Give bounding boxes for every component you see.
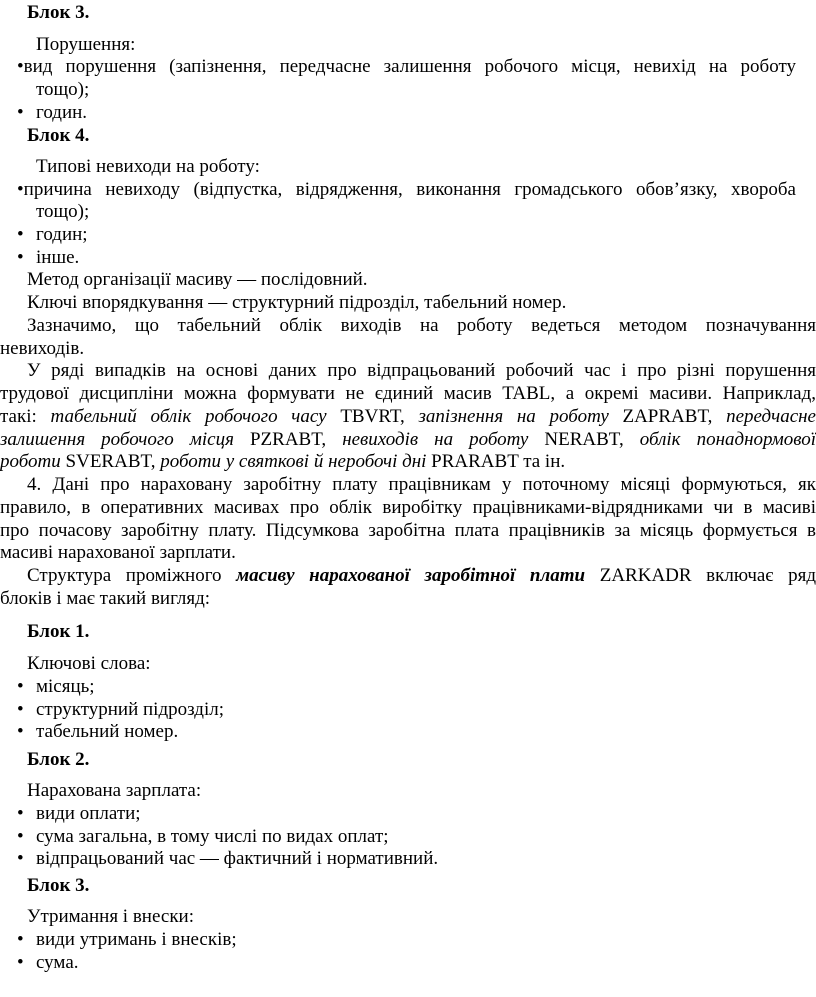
paragraph: У ряді випадків на основі даних про відпрацьований робочий час і про різні порушення [27,360,816,381]
bullet-icon: • [17,102,24,123]
paragraph: Утримання і внески: [27,906,194,927]
paragraph: Структура проміжного масиву нарахованої заробітної плати ZARKADR включає ряд [27,565,816,586]
bullet-item: • види утримань і внесків; [17,929,237,950]
paragraph: блоків і має такий вигляд: [0,588,211,609]
bullet-item: • сума. [17,952,79,973]
bullet-icon: • [17,826,24,847]
bullet-icon: • [17,224,24,245]
bullet-icon: • [17,952,24,973]
block-heading: Блок 4. [27,125,90,146]
block-heading: Блок 2. [27,749,90,770]
block-heading: Блок 3. [27,875,90,896]
bullet-icon: • [17,848,24,869]
paragraph: невиходів. [0,338,85,359]
bullet-continuation: тощо); [36,201,90,222]
bullet-item: • табельний номер. [17,721,179,742]
bullet-item: • види оплати; [17,803,141,824]
bullet-item: • годин. [17,102,88,123]
bullet-item: • інше. [17,247,80,268]
bullet-icon: • [17,699,24,720]
bullet-item: •вид порушення (запізнення, передчасне залишення робочого місця, невихід на роботу [17,56,796,77]
block-heading: Блок 1. [27,621,90,642]
bullet-continuation: тощо); [36,79,90,100]
paragraph: про почасову заробітну плату. Підсумкова заробітна плата працівників за місяць формується в [0,520,816,541]
paragraph: такі: табельний облік робочого часу TBVRT, запізнення на роботу ZAPRABT, передчасне [0,406,816,427]
paragraph: Метод організації масиву — послідовний. [27,269,368,290]
bullet-item: • годин; [17,224,88,245]
block-heading: Блок 3. [27,2,90,23]
paragraph: Порушення: [36,34,136,55]
paragraph: Ключові слова: [27,653,151,674]
paragraph: Типові невиходи на роботу: [36,156,260,177]
paragraph: роботи SVERABT, роботи у святкові й неробочі дні PRARABT та ін. [0,451,566,472]
paragraph: 4. Дані про нараховану заробітну плату працівникам у поточному місяці формуються, як [27,474,816,495]
bullet-icon: • [17,803,24,824]
paragraph: Зазначимо, що табельний облік виходів на роботу ведеться методом позначування [27,315,816,336]
bullet-item: • структурний підрозділ; [17,699,224,720]
bullet-icon: • [17,676,24,697]
bullet-icon: • [17,56,24,77]
paragraph: правило, в оперативних масивах про облік виробітку працівниками-відрядниками чи в масиві [0,497,816,518]
bullet-icon: • [17,179,24,200]
paragraph: залишення робочого місця PZRABT, невиходів на роботу NERABT, облік понаднормової [0,429,816,450]
bullet-item: • сума загальна, в тому числі по видах оплат; [17,826,389,847]
bullet-item: • місяць; [17,676,95,697]
bullet-icon: • [17,929,24,950]
bullet-icon: • [17,247,24,268]
bullet-icon: • [17,721,24,742]
paragraph: масиві нарахованої зарплати. [0,542,236,563]
paragraph: трудової дисципліни можна формувати не єдиний масив TABL, а окремі масиви. Наприклад, [0,383,816,404]
paragraph: Нарахована зарплата: [27,780,202,801]
bullet-item: •причина невиходу (відпустка, відрядження, виконання громадського обов’язку, хвороба [17,179,796,200]
paragraph: Ключі впорядкування — структурний підрозділ, табельний номер. [27,292,567,313]
bullet-item: • відпрацьований час — фактичний і нормативний. [17,848,439,869]
